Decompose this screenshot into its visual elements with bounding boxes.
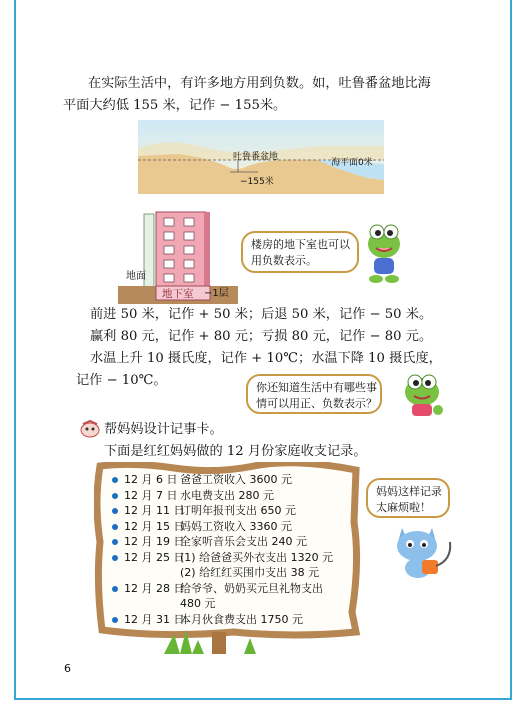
frog-character-icon <box>362 222 406 284</box>
example-line-1: 前进 50 米，记作 + 50 米；后退 50 米，记作 − 50 米。 <box>90 307 433 322</box>
frog-speech-bubble <box>241 231 359 273</box>
record-list <box>112 472 333 627</box>
depth-label: −155米 <box>240 177 274 187</box>
record-item <box>112 596 333 612</box>
cat-bubble-line-1: 妈妈这样记录 <box>376 485 442 498</box>
record-text: 妈妈工资收入 3360 元 <box>180 519 292 533</box>
record-text: 订明年报刊支出 650 元 <box>180 504 296 517</box>
bullet-icon <box>112 617 118 623</box>
question-speech-bubble <box>246 374 382 414</box>
question-line-2: 情可以用正、负数表示？ <box>256 397 377 410</box>
basin-label: 吐鲁番盆地 <box>233 152 279 162</box>
activity-title: 帮妈妈设计记事卡。 <box>104 422 223 437</box>
record-item <box>112 519 333 535</box>
example-line-3: 水温上升 10 摄氏度，记作 + 10℃；水温下降 10 摄氏度， <box>90 351 442 366</box>
record-text: (2) 给红红买围巾支出 38 元 <box>180 566 320 579</box>
cat-bubble-line-2: 太麻烦啦！ <box>376 501 431 514</box>
example-line-2: 赢利 80 元，记作 + 80 元；亏损 80 元，记作 − 80 元。 <box>90 329 433 344</box>
activity-intro: 下面是红红妈妈做的 12 月份家庭收支记录。 <box>104 444 367 459</box>
record-date: 12 月 11 日 <box>124 504 185 517</box>
bullet-icon <box>112 524 118 530</box>
record-date: 12 月 19 日 <box>124 535 185 548</box>
frog-bubble-line-2: 用负数表示。 <box>251 254 317 267</box>
record-text: 给爷爷、奶奶买元旦礼物支出 <box>180 581 323 595</box>
frog-thinking-icon <box>398 372 448 422</box>
floor-label: −1层 <box>204 288 229 299</box>
intro-line-2: 平面大约低 155 米，记作 − 155米。 <box>63 98 287 113</box>
sea-level-label: 海平面0米 <box>331 158 373 168</box>
cat-speech-bubble <box>366 478 450 518</box>
ground-label: 地面 <box>126 271 146 282</box>
basement-label: 地下室 <box>162 288 194 300</box>
frog-bubble-line-1: 楼房的地下室也可以 <box>251 238 350 251</box>
record-text: (1) 给爸爸买外衣支出 1320 元 <box>180 550 334 564</box>
record-text: 480 元 <box>180 597 216 610</box>
cat-character-icon <box>392 520 458 580</box>
record-date: 12 月 15 日 <box>124 519 185 533</box>
record-date: 12 月 28 日 <box>124 581 185 595</box>
record-item <box>112 503 333 519</box>
activity-mascot-icon <box>80 420 100 438</box>
bullet-icon <box>112 477 118 483</box>
intro-line-1: 在实际生活中，有许多地方用到负数。如，吐鲁番盆地比海 <box>88 76 431 91</box>
record-text: 本月伙食费支出 1750 元 <box>180 612 303 626</box>
record-item <box>112 550 333 566</box>
record-date: 12 月 25 日 <box>124 550 185 564</box>
record-item <box>112 612 333 628</box>
record-item <box>112 488 333 504</box>
page-number: 6 <box>64 662 71 675</box>
bullet-icon <box>112 539 118 545</box>
record-item <box>112 565 333 581</box>
example-line-4: 记作 − 10℃。 <box>76 373 167 388</box>
question-line-1: 你还知道生活中有哪些事 <box>256 381 377 394</box>
record-item <box>112 472 333 488</box>
record-text: 水电费支出 280 元 <box>180 488 274 502</box>
record-date: 12 月 6 日 <box>124 473 178 486</box>
record-item <box>112 581 333 597</box>
bullet-icon <box>112 555 118 561</box>
record-date: 12 月 7 日 <box>124 488 178 502</box>
record-text: 全家听音乐会支出 240 元 <box>180 535 307 548</box>
bullet-icon <box>112 508 118 514</box>
bullet-icon <box>112 586 118 592</box>
record-item <box>112 534 333 550</box>
record-text: 爸爸工资收入 3600 元 <box>180 473 292 486</box>
bullet-icon <box>112 493 118 499</box>
record-date: 12 月 31 日 <box>124 612 185 626</box>
